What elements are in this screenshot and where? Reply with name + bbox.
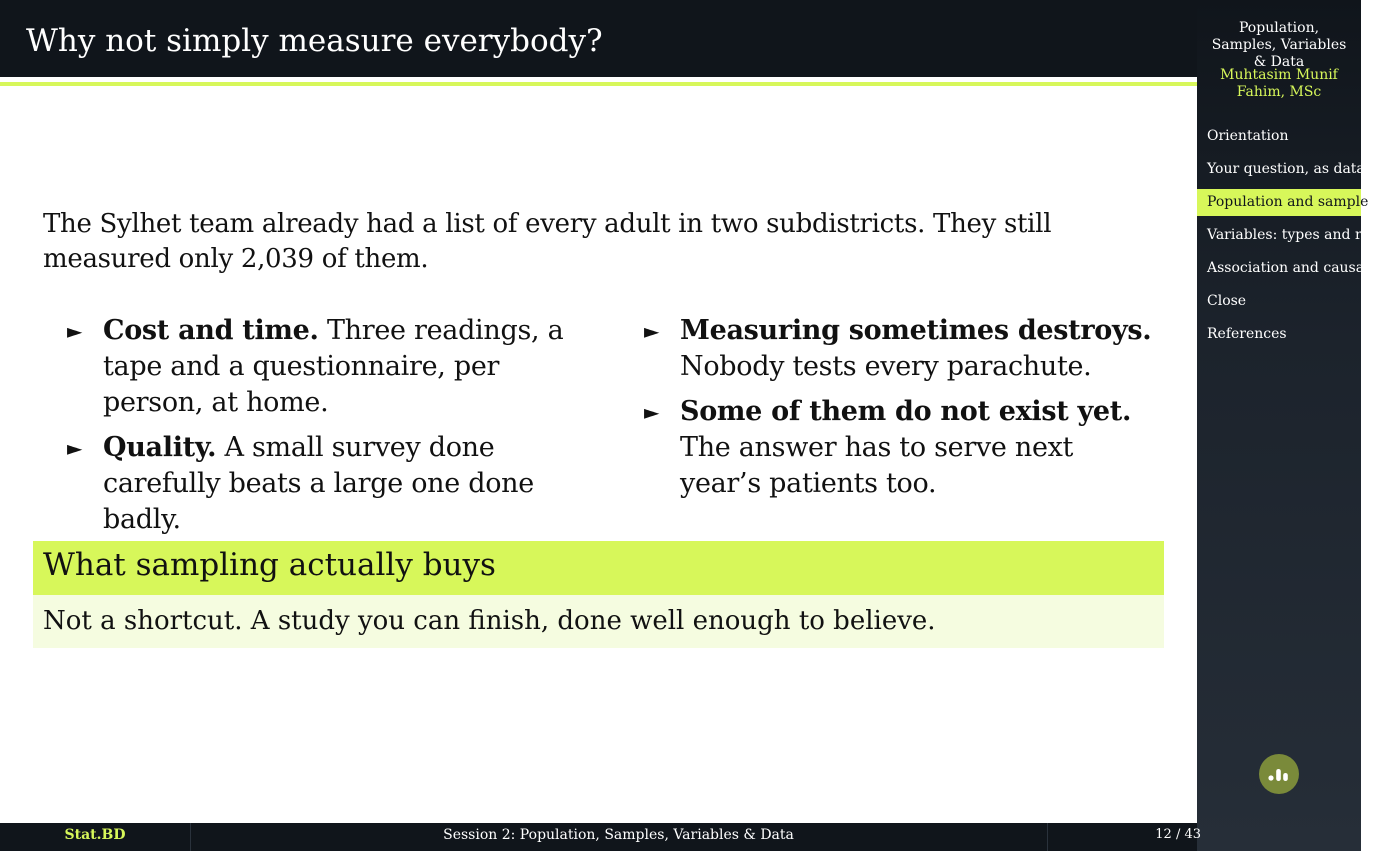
triangle-bullet-icon: ► <box>644 400 660 424</box>
bullet-text: Three readings, a tape and a questionnaire, per person, at home. <box>103 315 564 418</box>
highlight-block <box>33 541 1164 648</box>
bullet-item <box>644 394 1154 502</box>
footer-page-number <box>1047 823 1201 851</box>
right-bullet-column <box>644 313 1154 511</box>
footer-bar <box>0 823 1201 851</box>
sidebar-item-your-question[interactable]: Your question, as data <box>1207 161 1365 177</box>
bullet-heading: Some of them do not exist yet. <box>680 396 1132 427</box>
bullet-text: The answer has to serve next year’s patients too. <box>680 432 1074 499</box>
bullet-item <box>67 430 587 538</box>
sidebar-author: Muhtasim Munif Fahim, MSc <box>1220 67 1338 100</box>
slide-title: Why not simply measure everybody? <box>26 23 603 59</box>
sidebar-presentation-title[interactable]: Population, Samples, Variables & Data <box>1211 20 1347 70</box>
bullet-item <box>67 313 587 421</box>
sidebar-item-close[interactable]: Close <box>1207 293 1247 309</box>
footer-org: Stat.BD <box>0 823 191 851</box>
page-number-text: 12 / 43 <box>1155 827 1201 842</box>
bullet-heading: Cost and time. <box>103 315 319 346</box>
bullet-heading: Quality. <box>103 432 217 463</box>
title-underline <box>0 82 1197 86</box>
title-bar <box>0 0 1197 77</box>
bar-chart-glyph <box>1259 754 1299 794</box>
triangle-bullet-icon: ► <box>67 319 83 343</box>
sidebar-item-association[interactable]: Association and causation <box>1207 260 1392 276</box>
bar-chart-logo-icon <box>1259 754 1299 794</box>
bullet-item <box>644 313 1154 385</box>
bullet-heading: Measuring sometimes destroys. <box>680 315 1152 346</box>
footer-session-title: Session 2: Population, Samples, Variables & Data <box>190 823 1048 851</box>
bullet-text: A small survey done carefully beats a large one done badly. <box>103 432 534 535</box>
sidebar-item-variables[interactable]: Variables: types and roles <box>1207 227 1391 243</box>
left-bullet-column <box>67 313 587 547</box>
triangle-bullet-icon: ► <box>644 319 660 343</box>
sidebar-nav <box>1197 123 1392 354</box>
block-title: What sampling actually buys <box>33 541 1164 595</box>
intro-paragraph: The Sylhet team already had a list of every adult in two subdistricts. They still measured only 2,039 of them. <box>43 209 1052 274</box>
bullet-text: Nobody tests every parachute. <box>680 351 1092 382</box>
block-body: Not a shortcut. A study you can finish, done well enough to believe. <box>33 595 1164 648</box>
sidebar-item-orientation[interactable]: Orientation <box>1207 128 1289 144</box>
sidebar-item-references[interactable]: References <box>1207 326 1287 342</box>
sidebar-item-population-and-sample[interactable]: Population and sample <box>1197 189 1361 216</box>
sidebar <box>1197 0 1392 851</box>
triangle-bullet-icon: ► <box>67 436 83 460</box>
